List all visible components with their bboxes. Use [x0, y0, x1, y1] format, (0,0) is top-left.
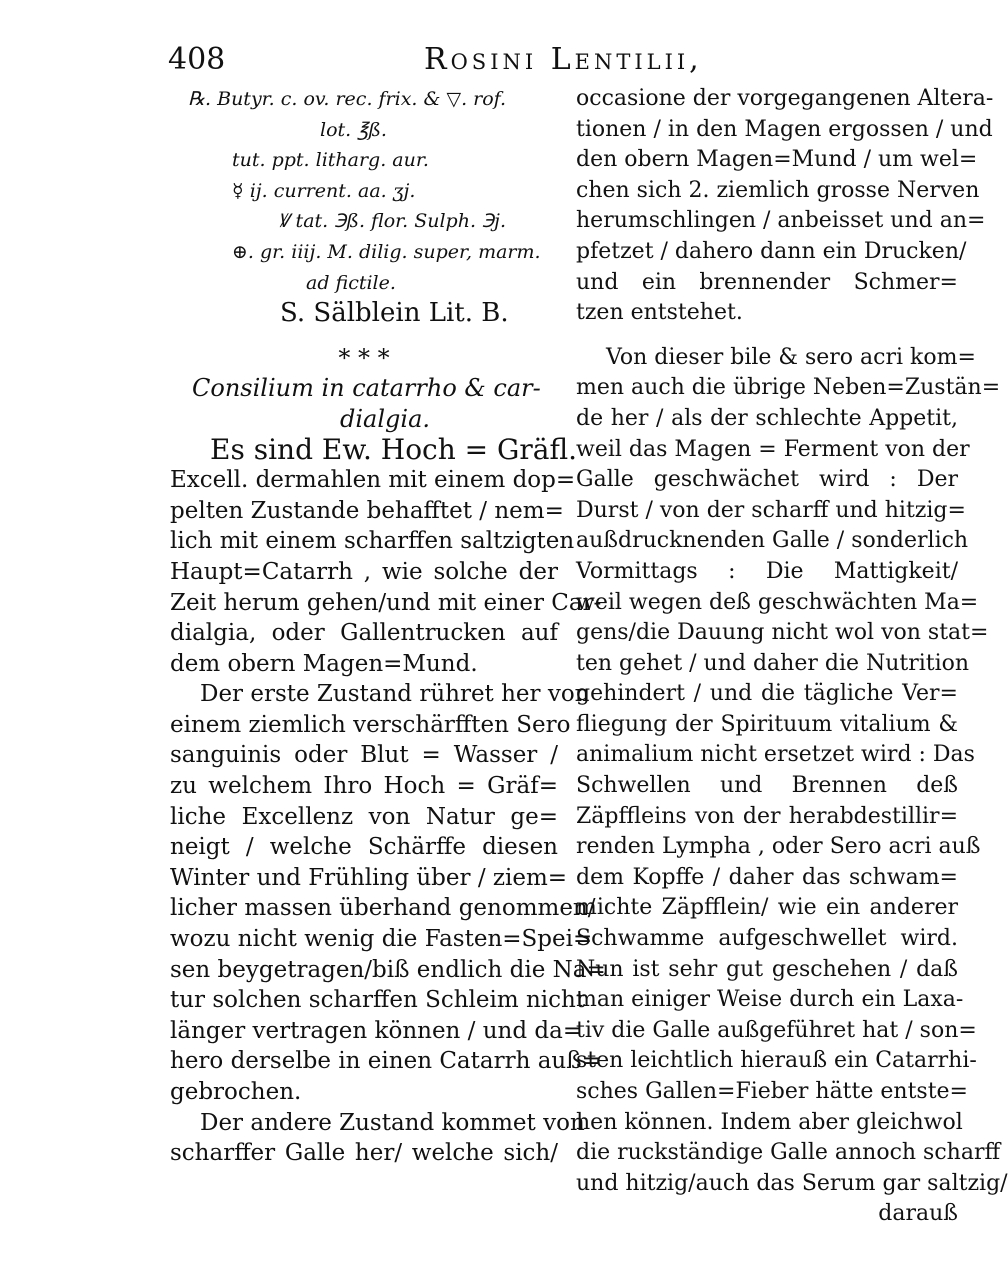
paragraph-line: neigt / welche Schärffe diesen	[170, 834, 558, 861]
paragraph-line: Von dieser bile & sero acri kom=	[606, 344, 976, 370]
paragraph-line: michte Zäpfflein/ wie ein anderer	[576, 895, 958, 921]
right-column	[576, 84, 1008, 1230]
paragraph-line: sen beygetragen/biß endlich die Na=	[170, 956, 606, 983]
recipe-line: ☿ ij. current. aa. ʒj.	[232, 179, 416, 202]
paragraph-line: tiv die Galle außgeführet hat / son=	[576, 1017, 977, 1043]
paragraph-line: und ein brennender Schmer=	[576, 269, 958, 295]
paragraph-line: gebrochen.	[170, 1079, 302, 1105]
paragraph-line: dem obern Magen=Mund.	[170, 650, 478, 677]
paragraph-line: einem ziemlich verschärfften Sero	[170, 711, 571, 738]
paragraph-line: fliegung der Spirituum vitalium &	[576, 711, 958, 737]
recipe-line: lot. ℥ß.	[320, 118, 387, 141]
running-head: Rosini Lentilii,	[424, 42, 703, 77]
recipe-line: ℞. Butyr. c. ov. rec. frix. & ▽. rof.	[188, 88, 507, 110]
paragraph-line: man einiger Weise durch ein Laxa-	[576, 987, 964, 1013]
paragraph-line: de her / als der schlechte Appetit,	[576, 405, 958, 431]
paragraph-line: Galle geschwächet wird : Der	[576, 467, 958, 493]
paragraph-line: Zeit herum gehen/und mit einer Car-	[170, 589, 602, 616]
paragraph-line: pelten Zustande behafftet / nem=	[170, 497, 564, 524]
paragraph-line: hen können. Indem aber gleichwol	[576, 1109, 963, 1135]
paragraph-line: sches Gallen=Fieber hätte entste=	[576, 1079, 968, 1104]
paragraph-line: Winter und Frühling über / ziem=	[170, 864, 568, 891]
recipe-line: ad fictile.	[306, 271, 396, 294]
page-number: 408	[168, 42, 226, 77]
page-header	[168, 42, 968, 82]
paragraph-line: die ruckständige Galle annoch scharff	[576, 1140, 1001, 1166]
paragraph-line: tionen / in den Magen ergossen / und	[576, 116, 993, 142]
paragraph-line: weil wegen deß geschwächten Ma=	[576, 589, 979, 615]
section-heading: dialgia.	[340, 404, 430, 433]
paragraph-line: dem Kopffe / daher das schwam=	[576, 864, 958, 890]
paragraph-line: außdrucknenden Galle / sonderlich	[576, 528, 969, 554]
paragraph-line: licher massen überhand genommen/	[170, 895, 596, 922]
paragraph-line: Der erste Zustand rühret her von	[200, 681, 590, 708]
paragraph-line: men auch die übrige Neben=Zustän=	[576, 375, 1001, 401]
paragraph-line: ten gehet / und daher die Nutrition	[576, 650, 970, 676]
section-ornament: * * *	[338, 343, 390, 372]
recipe-line: ⊕. gr. iiij. M. dilig. super, marm.	[232, 240, 541, 263]
paragraph-line: lich mit einem scharffen saltzigten	[170, 528, 575, 555]
paragraph-line: Schwellen und Brennen deß	[576, 773, 958, 799]
paragraph-line: Vormittags : Die Mattigkeit/	[576, 558, 958, 584]
paragraph-line: Der andere Zustand kommet von	[200, 1109, 585, 1136]
paragraph-line: dialgia, oder Gallentrucken auf	[170, 620, 558, 647]
paragraph-line: pfetzet / dahero dann ein Drucken/	[576, 238, 967, 264]
paragraph-line: sten leichtlich hierauß ein Catarrhi-	[576, 1048, 977, 1074]
paragraph-line: Nun ist sehr gut geschehen / daß	[576, 956, 958, 982]
paragraph-line: Zäpffleins von der herabdestillir=	[576, 803, 958, 829]
section-heading: Consilium in catarrho & car-	[192, 374, 541, 403]
paragraph-line: occasione der vorgegangenen Altera-	[576, 86, 994, 111]
recipe-line: Ꝟ tat. ℈ß. flor. Sulph. ℈j.	[278, 210, 506, 233]
paragraph-line: gens/die Dauung nicht wol von stat=	[576, 620, 989, 646]
paragraph-line: chen sich 2. ziemlich grosse Nerven	[576, 177, 980, 203]
paragraph-gap	[576, 329, 958, 343]
paragraph-line: Durst / von der scharff und hitzig=	[576, 497, 966, 523]
paragraph-line: hero derselbe in einen Catarrh auß=	[170, 1048, 601, 1075]
paragraph-line: wozu nicht wenig die Fasten=Spei=	[170, 926, 593, 953]
paragraph-line: liche Excellenz von Natur ge=	[170, 803, 558, 830]
recipe-line: tut. ppt. litharg. aur.	[232, 149, 429, 172]
paragraph-line: herumschlingen / anbeisset und an=	[576, 208, 986, 234]
paragraph-line: gehindert / und die tägliche Ver=	[576, 681, 958, 707]
paragraph-line: weil das Magen = Ferment von der	[576, 436, 970, 462]
paragraph-line: zu welchem Ihro Hoch = Gräf=	[170, 773, 558, 800]
catchword: darauß	[878, 1201, 958, 1227]
paragraph-line: tur solchen scharffen Schleim nicht	[170, 987, 586, 1014]
paragraph-line: und hitzig/auch das Serum gar saltzig/	[576, 1170, 1008, 1196]
paragraph-line: sanguinis oder Blut = Wasser /	[170, 742, 558, 769]
paragraph-line: animalium nicht ersetzet wird : Das	[576, 742, 975, 768]
recipe-signature: S. Sälblein Lit. B.	[280, 298, 509, 329]
paragraph-line: Schwamme aufgeschwellet wird.	[576, 926, 958, 952]
paragraph-line: Haupt=Catarrh , wie solche der	[170, 558, 558, 585]
paragraph-line: tzen entstehet.	[576, 300, 743, 326]
paragraph-line: scharffer Galle her/ welche sich/	[170, 1140, 558, 1167]
paragraph-line: renden Lympha , oder Sero acri auß	[576, 834, 981, 860]
paragraph-line: Es sind Ew. Hoch = Gräfl.	[210, 432, 578, 466]
paragraph-line: Excell. dermahlen mit einem dop=	[170, 467, 576, 494]
paragraph-line: den obern Magen=Mund / um wel=	[576, 147, 978, 173]
paragraph-line: länger vertragen können / und da=	[170, 1017, 583, 1044]
left-column	[170, 84, 606, 1169]
